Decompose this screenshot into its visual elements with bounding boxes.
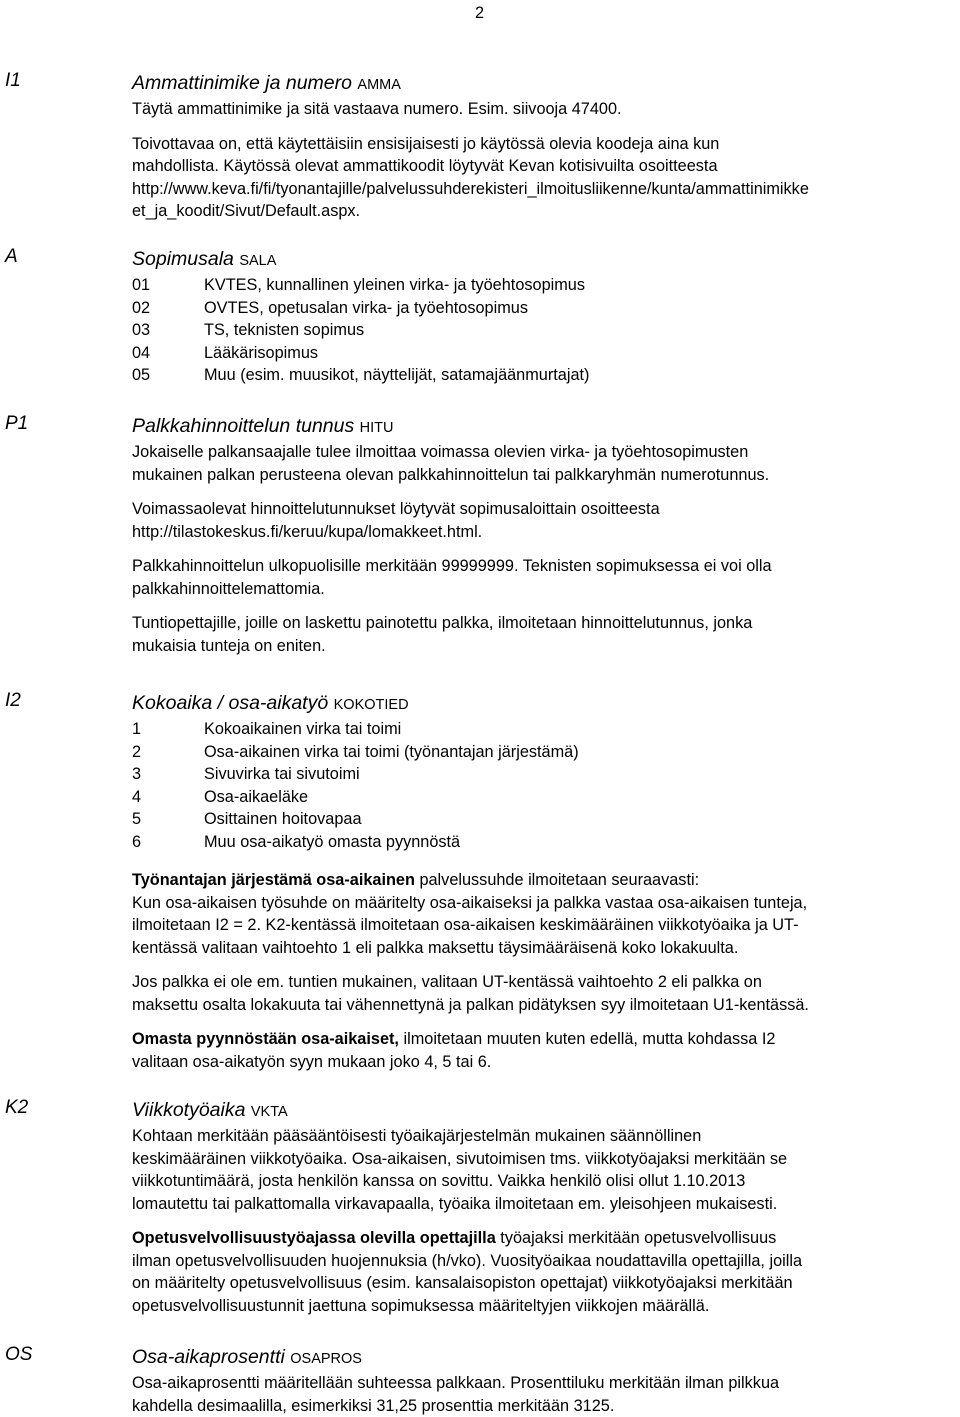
paragraph: Toivottavaa on, että käytettäisiin ensisijaisesti jo käytössä olevia koodeja aina kun mahdollista. Käytössä olevat ammattikoodit löytyvät Kevan kotisivuilta osoitteesta http://www.keva.fi/fi/tyonantajille/palvelussuhderekisteri_ilmoitusliikenne/kunta/ammattinimikke et_ja_koodit/Sivut/Default.aspx. xyxy=(132,133,960,223)
field-title: Sopimusala SALA xyxy=(132,248,277,270)
field-abbreviation: HITU xyxy=(359,420,394,436)
field-title: Osa-aikaprosentti OSAPROS xyxy=(132,1346,362,1368)
paragraph: Palkkahinnoittelun ulkopuolisille merkitään 99999999. Teknisten sopimuksessa ei voi olla palkkahinnoittelemattomia. xyxy=(132,557,772,598)
field-code: I2 xyxy=(5,690,21,711)
paragraph: Omasta pyynnöstään osa-aikaiset, ilmoitetaan muuten kuten edellä, mutta kohdassa I2 valitaan osa-aikatyön syyn mukaan joko 4, 5 tai 6. xyxy=(132,1030,776,1071)
field-code: P1 xyxy=(5,413,29,434)
field-title: Viikkotyöaika VKTA xyxy=(132,1099,288,1121)
option-list xyxy=(132,274,960,387)
field-abbreviation: OSAPROS xyxy=(290,1351,362,1367)
paragraph: Jokaiselle palkansaajalle tulee ilmoittaa voimassa olevien virka- ja työehtosopimusten mukainen palkan perusteena olevan palkkahinnoittelun tai palkkaryhmän numerotunnus. xyxy=(132,443,770,484)
list-item: 05 Muu (esim. muusikot, näyttelijät, satamajäänmurtajat) xyxy=(132,366,590,384)
paragraph: Voimassaolevat hinnoittelutunnukset löytyvät sopimusaloittain osoitteesta http://tilastokeskus.fi/keruu/kupa/lomakkeet.html. xyxy=(132,498,960,543)
field-abbreviation: VKTA xyxy=(250,1104,288,1120)
field-code: A xyxy=(5,246,18,267)
paragraph: Jos palkka ei ole em. tuntien mukainen, valitaan UT-kentässä vaihtoehto 2 eli palkka on maksettu osalta lokakuuta tai vähennettynä ja palkan pidätyksen syy ilmoitetaan U1-kentässä. xyxy=(132,973,809,1014)
list-item: 01 KVTES, kunnallinen yleinen virka- ja työehtosopimus xyxy=(132,276,585,294)
field-code: K2 xyxy=(5,1097,29,1118)
paragraph: Tuntiopettajille, joille on laskettu painotettu palkka, ilmoitetaan hinnoittelutunnus, jonka mukaisia tunteja on eniten. xyxy=(132,614,753,655)
paragraph: Työnantajan järjestämä osa-aikainen palvelussuhde ilmoitetaan seuraavasti: Kun osa-aikaisen työsuhde on määritelty osa-aikaiseksi ja palkka vastaa osa-aikaisen tunteja, ilmoitetaan I2 = 2. K2-kentässä ilmoitetaan osa-aikaisen keskimääräinen viikkotyöaika ja UT- kentässä valitaan vaihtoehto 1 eli palkka maksettu täysimääräisenä koko lokakuulta. xyxy=(132,871,808,957)
option-list xyxy=(132,718,960,853)
field-abbreviation: AMMA xyxy=(357,77,401,93)
list-item: 2 Osa-aikainen virka tai toimi (työnantajan järjestämä) xyxy=(132,742,579,761)
paragraph: Kohtaan merkitään pääsääntöisesti työaikajärjestelmän mukainen säännöllinen keskimääräinen viikkotyöaika. Osa-aikaisen, sivutoimisen tms. viikkotyöajaksi merkitään se viikkotuntimäärä, josta henkilön kanssa on sovittu. Vaikka henkilö olisi ollut 1.10.2013 lomautettu tai palkattomalla virkavapaalla, työaika ilmoitetaan em. yleisohjeen mukaisesti. xyxy=(132,1127,788,1213)
field-title: Palkkahinnoittelun tunnus HITU xyxy=(132,415,394,437)
field-code: OS xyxy=(5,1344,33,1365)
tilastokeskus-url: http://tilastokeskus.fi/keruu/kupa/lomakkeet.html. xyxy=(132,522,483,541)
page-number: 2 xyxy=(475,4,485,22)
list-item: 02 OVTES, opetusalan virka- ja työehtosopimus xyxy=(132,298,528,317)
list-item: 3 Sivuvirka tai sivutoimi xyxy=(132,765,360,783)
paragraph: Opetusvelvollisuustyöajassa olevilla opettajilla työajaksi merkitään opetusvelvollisuus ilman opetusvelvollisuuden huojennuksia (h/vko). Vuosityöaikaa noudattavilla opettajilla, joilla on määritelty opetusvelvollisuus (esim. kansalaisopiston opettajat) viikkotyöajaksi merkitään opetusvelvollisuustunnit jaettuna sopimuksessa määriteltyjen viikkojen määrällä. xyxy=(132,1229,803,1315)
field-abbreviation: SALA xyxy=(239,253,277,269)
list-item: 03 TS, teknisten sopimus xyxy=(132,321,365,339)
list-item: 5 Osittainen hoitovapaa xyxy=(132,810,362,828)
field-title: Kokoaika / osa-aikatyö KOKOTIED xyxy=(132,692,409,714)
paragraph: Täytä ammattinimike ja sitä vastaava numero. Esim. siivooja 47400. xyxy=(132,100,622,118)
list-item: 4 Osa-aikaeläke xyxy=(132,787,309,806)
paragraph: Osa-aikaprosentti määritellään suhteessa palkkaan. Prosenttiluku merkitään ilman pilkkua kahdella desimaalilla, esimerkiksi 31,25 prosenttia merkitään 3125. xyxy=(132,1374,780,1415)
field-title: Ammattinimike ja numero AMMA xyxy=(132,72,401,94)
list-item: 6 Muu osa-aikatyö omasta pyynnöstä xyxy=(132,832,461,851)
field-abbreviation: KOKOTIED xyxy=(333,697,409,713)
field-code: I1 xyxy=(5,70,21,91)
list-item: 1 Kokoaikainen virka tai toimi xyxy=(132,720,402,738)
list-item: 04 Lääkärisopimus xyxy=(132,343,319,362)
keva-url: http://www.keva.fi/fi/tyonantajille/palvelussuhderekisteri_ilmoitusliikenne/kunta/ammattinimikke xyxy=(132,179,809,198)
